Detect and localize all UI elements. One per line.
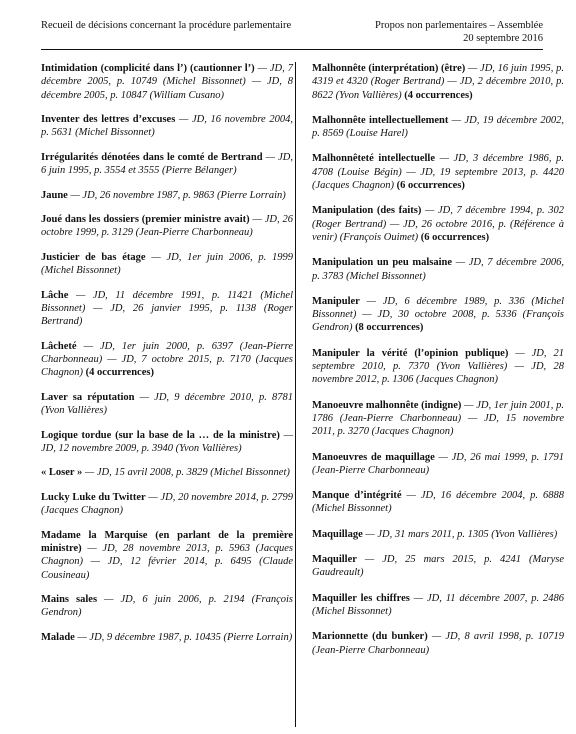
entry-reference: — JD, 25 mars 2015, p. 4241 (Maryse Gaudreault) <box>312 554 564 579</box>
entry-occurrences: (6 occurrences) <box>420 231 490 243</box>
glossary-entry <box>312 592 564 619</box>
entry-reference: — JD, 9 décembre 2010, p. 8781 (Yvon Vallières) <box>41 391 293 417</box>
entry-occurrences: (4 occurrences) <box>404 89 473 101</box>
glossary-entry <box>312 295 564 335</box>
entry-reference: — JD, 9 décembre 1987, p. 10435 (Pierre Lorrain) <box>74 631 293 643</box>
entry-term: « Loser » <box>41 467 83 479</box>
entry-term: Marionnette (du bunker) <box>312 631 428 643</box>
glossary-entry <box>41 429 293 456</box>
entry-reference: — JD, 3 décembre 1986, p. 4708 (Louise Bégin) — JD, 19 septembre 2013, p. 4420 (Jacques Chagnon) <box>312 153 564 192</box>
glossary-entry <box>41 391 293 418</box>
glossary-entry <box>41 529 293 582</box>
glossary-entry <box>41 631 293 644</box>
entry-reference: — JD, 26 octobre 1999, p. 3129 (Jean-Pierre Charbonneau) <box>41 214 293 239</box>
entry-reference: — JD, 28 novembre 2013, p. 5963 (Jacques Chagnon) — JD, 12 février 2014, p. 6495 (Claude Cousineau) <box>41 542 293 581</box>
glossary-entry <box>41 491 293 518</box>
entry-term: Madame la Marquise (en parlant de la première ministre) <box>41 529 293 554</box>
entry-reference: — JD, 26 novembre 1987, p. 9863 (Pierre Lorrain) <box>67 189 286 201</box>
entry-reference: — JD, 12 novembre 2009, p. 3940 (Yvon Vallières) <box>41 429 293 454</box>
entry-term: Joué dans les dossiers (premier ministre avait) <box>41 214 250 226</box>
glossary-entry <box>312 489 564 516</box>
entry-reference: — JD, 6 juin 1995, p. 3554 et 3555 (Pierre Bélanger) <box>41 151 293 177</box>
glossary-entry <box>41 189 293 202</box>
entry-occurrences: (6 occurrences) <box>396 180 465 192</box>
header-collection-title: Recueil de décisions concernant la procédure parlementaire <box>41 20 292 31</box>
entry-reference: — JD, 11 décembre 2007, p. 2486 (Michel Bissonnet) <box>312 592 564 617</box>
entry-reference: — JD, 7 décembre 2006, p. 3783 (Michel Bissonnet) <box>312 257 564 282</box>
glossary-entry <box>41 466 293 479</box>
entry-term: Manque d’intégrité <box>312 490 402 502</box>
entry-term: Malhonnête (interprétation) (être) <box>312 63 466 74</box>
glossary-entry <box>41 62 293 102</box>
entry-term: Manipulation (des faits) <box>312 205 422 217</box>
glossary-entry <box>312 204 564 244</box>
entry-term: Intimidation (complicité dans l’) (cautionner l’) <box>41 63 255 74</box>
glossary-entry <box>41 113 293 140</box>
glossary-entry <box>41 151 293 178</box>
header-section-info <box>375 19 543 45</box>
right-column <box>312 62 564 669</box>
glossary-entry <box>41 251 293 278</box>
entry-reference: — JD, 8 avril 1998, p. 10719 (Jean-Pierre Charbonneau) <box>312 631 564 656</box>
glossary-entry <box>312 62 564 102</box>
glossary-entry <box>41 340 293 380</box>
entry-reference: — JD, 16 juin 1995, p. 4319 et 4320 (Roger Bertrand) — JD, 2 décembre 2010, p. 8622 (Yvon Vallières) <box>312 63 564 101</box>
entry-term: Manoeuvres de maquillage <box>312 451 435 463</box>
entry-occurrences: (8 occurrences) <box>355 322 424 334</box>
header-rule <box>41 49 543 50</box>
entry-term: Irrégularités dénotées dans le comté de Bertrand <box>41 151 263 163</box>
entry-term: Jaune <box>41 189 68 201</box>
glossary-entry <box>312 553 564 580</box>
column-divider <box>295 62 296 727</box>
entry-term: Lâche <box>41 289 69 301</box>
entry-term: Malhonnête intellectuellement <box>312 114 449 126</box>
entry-reference: — JD, 26 mai 1999, p. 1791 (Jean-Pierre Charbonneau) <box>312 451 564 476</box>
entry-reference: — JD, 1er juin 2000, p. 6397 (Jean-Pierre Charbonneau) — JD, 7 octobre 2015, p. 7170 (Jacques Chagnon) <box>41 340 293 379</box>
glossary-entry <box>312 451 564 478</box>
entry-term: Manipuler <box>312 295 360 307</box>
entry-reference: — JD, 1er juin 2001, p. 1786 (Jean-Pierre Charbonneau) — JD, 15 novembre 2011, p. 3270 (Jacques Chagnon) <box>312 399 564 438</box>
entry-reference: — JD, 11 décembre 1991, p. 11421 (Michel Bissonnet) — JD, 26 janvier 1995, p. 1138 (Roger Bertrand) <box>41 289 293 328</box>
entry-reference: — JD, 7 décembre 1994, p. 302 (Roger Bertrand) — JD, 26 octobre 2016, p. (Référence à venir) (François Ouimet) <box>312 205 564 243</box>
header-date: 20 septembre 2016 <box>463 33 543 44</box>
entry-term: Justicier de bas étage <box>41 251 146 263</box>
entry-term: Lucky Luke du Twitter <box>41 491 146 503</box>
glossary-entry <box>41 593 293 620</box>
entry-term: Malhonnêteté intellectuelle <box>312 153 435 165</box>
entry-term: Manipulation un peu malsaine <box>312 257 453 269</box>
glossary-entry <box>312 347 564 387</box>
entry-term: Laver sa réputation <box>41 391 135 403</box>
glossary-entry <box>312 114 564 141</box>
glossary-entry <box>312 152 564 192</box>
glossary-entry <box>312 630 564 657</box>
entry-reference: — JD, 15 avril 2008, p. 3829 (Michel Bissonnet) <box>82 467 290 479</box>
glossary-entry <box>41 289 293 329</box>
entry-term: Maquiller les chiffres <box>312 592 410 604</box>
entry-term: Manipuler la vérité (l’opinion publique) <box>312 347 509 359</box>
entry-term: Inventer des lettres d’excuses <box>41 114 176 126</box>
left-column <box>41 62 293 655</box>
glossary-entry <box>312 256 564 283</box>
entry-term: Mains sales <box>41 594 98 606</box>
entry-term: Maquiller <box>312 554 357 566</box>
entry-reference: — JD, 16 décembre 2004, p. 6888 (Michel Bissonnet) <box>312 490 564 515</box>
header-section-title: Propos non parlementaires – Assemblée <box>375 20 543 31</box>
entry-term: Lâcheté <box>41 340 77 352</box>
entry-term: Manoeuvre malhonnête (indigne) <box>312 399 462 411</box>
entry-term: Maquillage <box>312 528 363 540</box>
glossary-entry <box>312 399 564 439</box>
entry-term: Malade <box>41 631 75 643</box>
entry-occurrences: (4 occurrences) <box>85 367 154 379</box>
entry-reference: — JD, 19 décembre 2002, p. 8569 (Louise Harel) <box>312 114 564 140</box>
glossary-entry <box>312 528 564 541</box>
entry-reference: — JD, 21 septembre 2010, p. 7370 (Yvon Vallières) — JD, 28 novembre 2012, p. 1306 (Jacques Chagnon) <box>312 347 564 386</box>
entry-reference: — JD, 6 juin 2006, p. 2194 (François Gendron) <box>41 594 293 619</box>
entry-term: Logique tordue (sur la base de la … de la ministre) <box>41 429 280 441</box>
entry-reference: — JD, 6 décembre 1989, p. 336 (Michel Bissonnet) — JD, 30 octobre 2008, p. 5336 (François Gendron) <box>312 295 564 334</box>
entry-reference: — JD, 31 mars 2011, p. 1305 (Yvon Vallières) <box>362 528 558 540</box>
entry-reference: — JD, 16 novembre 2004, p. 5631 (Michel Bissonnet) <box>41 114 293 139</box>
glossary-entry <box>41 213 293 240</box>
entry-reference: — JD, 20 novembre 2014, p. 2799 (Jacques Chagnon) <box>41 491 294 517</box>
entry-reference: — JD, 7 décembre 2005, p. 10749 (Michel Bissonnet) — JD, 8 décembre 2005, p. 10847 (William Cusano) <box>41 63 293 101</box>
page-header <box>41 13 543 51</box>
entry-reference: — JD, 1er juin 2006, p. 1999 (Michel Bissonnet) <box>41 251 293 277</box>
